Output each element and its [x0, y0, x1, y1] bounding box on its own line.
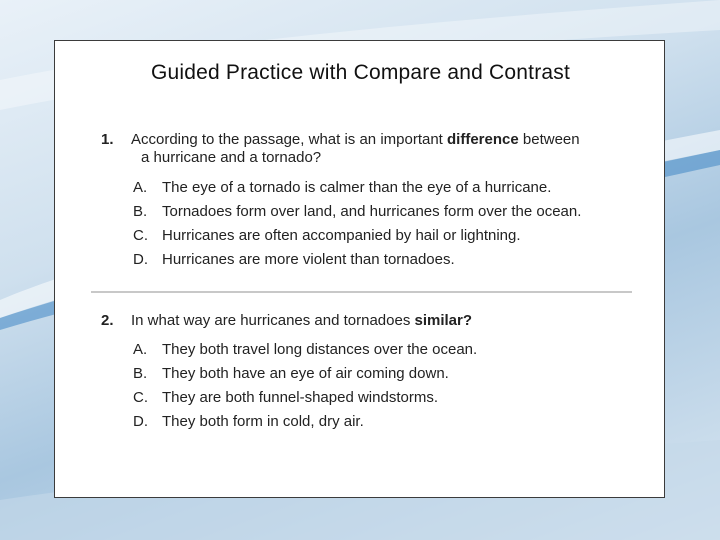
question-1-text-before: According to the passage, what is an important: [131, 131, 448, 148]
option-2d[interactable]: [133, 410, 477, 434]
question-1-number: 1.: [101, 131, 114, 148]
question-1-line2: a hurricane and a tornado?: [141, 149, 322, 166]
option-text: They both form in cold, dry air.: [162, 413, 364, 430]
option-text: Tornadoes form over land, and hurricanes form over the ocean.: [162, 203, 582, 220]
option-letter: D.: [133, 413, 148, 430]
question-1: [101, 131, 641, 167]
question-2-options: [133, 338, 477, 434]
option-letter: A.: [133, 179, 148, 196]
option-1d[interactable]: [133, 248, 581, 272]
question-card: [54, 40, 665, 498]
question-2-text-before: In what way are hurricanes and tornadoes: [131, 312, 415, 329]
option-letter: C.: [133, 227, 148, 244]
option-2c[interactable]: [133, 386, 477, 410]
option-1a[interactable]: [133, 176, 581, 200]
option-2b[interactable]: [133, 362, 477, 386]
option-letter: B.: [133, 203, 148, 220]
question-2-number: 2.: [101, 312, 114, 329]
option-1c[interactable]: [133, 224, 581, 248]
option-text: Hurricanes are often accompanied by hail or lightning.: [162, 227, 521, 244]
question-1-keyword: difference: [447, 131, 519, 148]
option-text: They are both funnel-shaped windstorms.: [162, 389, 438, 406]
section-divider: [91, 291, 632, 293]
question-2: [101, 312, 641, 330]
option-text: They both travel long distances over the ocean.: [162, 341, 478, 358]
option-2a[interactable]: [133, 338, 477, 362]
option-text: Hurricanes are more violent than tornadoes.: [162, 251, 455, 268]
question-2-keyword: similar?: [414, 312, 473, 329]
option-text: They both have an eye of air coming down.: [162, 365, 449, 382]
option-letter: D.: [133, 251, 148, 268]
option-letter: B.: [133, 365, 148, 382]
option-letter: A.: [133, 341, 148, 358]
question-1-options: [133, 176, 581, 272]
page-title: Guided Practice with Compare and Contrast: [150, 61, 571, 84]
option-text: The eye of a tornado is calmer than the eye of a hurricane.: [162, 179, 552, 196]
option-letter: C.: [133, 389, 148, 406]
option-1b[interactable]: [133, 200, 581, 224]
question-1-text-after: between: [518, 131, 580, 148]
